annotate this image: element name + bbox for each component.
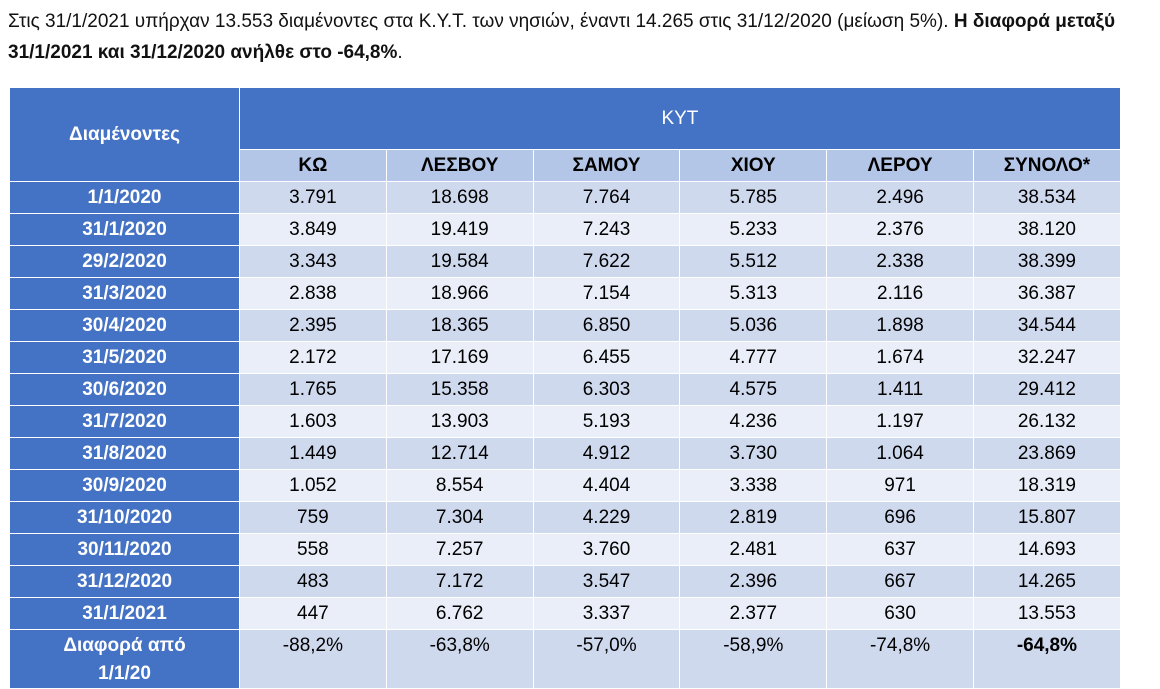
table-cell: 5.233 [680,214,827,246]
table-cell: 4.404 [533,470,680,502]
table-cell: 32.247 [973,342,1120,374]
table-cell: 558 [240,534,387,566]
table-cell: 29.412 [973,374,1120,406]
row-date: 31/8/2020 [10,438,240,470]
table-row [10,310,1121,342]
table-cell: 7.304 [386,502,533,534]
table-cell: 26.132 [973,406,1120,438]
table-cell: 18.698 [386,182,533,214]
difference-label-line1: Διαφορά από [63,635,186,656]
row-date: 1/1/2020 [10,182,240,214]
table-cell: 637 [827,534,974,566]
table-cell: 2.819 [680,502,827,534]
difference-cell: -57,0% [533,630,680,689]
table-cell: 6.850 [533,310,680,342]
table-cell: 1.052 [240,470,387,502]
table-cell: 13.553 [973,598,1120,630]
table-cell: 17.169 [386,342,533,374]
table-row [10,214,1121,246]
intro-tail: . [397,42,403,63]
table-cell: 3.849 [240,214,387,246]
table-cell: 2.376 [827,214,974,246]
table-cell: 6.762 [386,598,533,630]
table-cell: 5.512 [680,246,827,278]
table-cell: 4.575 [680,374,827,406]
intro-text: Στις 31/1/2021 υπήρχαν 13.553 διαμένοντες στα Κ.Υ.Τ. των νησιών, έναντι 14.265 στις 31/12/2020 (μείωση 5%). [8,11,949,32]
table-cell: 18.365 [386,310,533,342]
row-date: 31/12/2020 [10,566,240,598]
table-cell: 630 [827,598,974,630]
corner-header: Διαμένοντες [10,88,240,182]
table-row [10,438,1121,470]
row-date: 30/11/2020 [10,534,240,566]
table-row [10,502,1121,534]
table-cell: 3.791 [240,182,387,214]
table-row [10,470,1121,502]
residents-table-container [9,87,1120,684]
table-row [10,342,1121,374]
column-header: ΚΩ [240,150,387,182]
table-row [10,406,1121,438]
table-cell: 2.395 [240,310,387,342]
table-cell: 2.838 [240,278,387,310]
table-cell: 6.303 [533,374,680,406]
table-cell: 971 [827,470,974,502]
table-cell: 2.172 [240,342,387,374]
residents-table [9,87,1121,689]
difference-cell: -74,8% [827,630,974,689]
table-row [10,246,1121,278]
table-cell: 36.387 [973,278,1120,310]
table-cell: 483 [240,566,387,598]
intro-paragraph [8,6,1158,68]
difference-cell: -58,9% [680,630,827,689]
table-cell: 2.377 [680,598,827,630]
table-row [10,598,1121,630]
intro-bold-text: Η διαφορά μεταξύ 31/1/2021 και 31/12/2020 ανήλθε στο -64,8% [8,11,1116,63]
table-cell: 7.764 [533,182,680,214]
table-cell: 2.116 [827,278,974,310]
table-cell: 3.343 [240,246,387,278]
table-cell: 3.337 [533,598,680,630]
table-cell: 1.674 [827,342,974,374]
table-cell: 1.603 [240,406,387,438]
row-date: 31/1/2020 [10,214,240,246]
table-cell: 38.534 [973,182,1120,214]
column-header: ΛΕΣΒΟΥ [386,150,533,182]
table-cell: 38.399 [973,246,1120,278]
difference-cell: -63,8% [386,630,533,689]
table-cell: 18.966 [386,278,533,310]
table-cell: 3.547 [533,566,680,598]
table-cell: 34.544 [973,310,1120,342]
table-cell: 23.869 [973,438,1120,470]
row-date: 31/3/2020 [10,278,240,310]
table-cell: 38.120 [973,214,1120,246]
table-cell: 2.481 [680,534,827,566]
table-cell: 4.777 [680,342,827,374]
group-header: ΚΥΤ [240,88,1121,150]
table-cell: 7.154 [533,278,680,310]
row-date: 31/5/2020 [10,342,240,374]
table-cell: 18.319 [973,470,1120,502]
table-cell: 4.229 [533,502,680,534]
table-cell: 3.760 [533,534,680,566]
table-body [10,182,1121,689]
column-header: ΣΥΝΟΛΟ* [973,150,1120,182]
table-cell: 6.455 [533,342,680,374]
difference-label-line2: 1/1/20 [98,663,151,684]
row-date: 30/6/2020 [10,374,240,406]
difference-label [10,630,240,689]
table-row [10,534,1121,566]
table-cell: 696 [827,502,974,534]
difference-cell: -88,2% [240,630,387,689]
table-cell: 4.912 [533,438,680,470]
table-cell: 5.785 [680,182,827,214]
table-cell: 2.396 [680,566,827,598]
table-row [10,278,1121,310]
row-date: 30/9/2020 [10,470,240,502]
column-header: ΛΕΡΟΥ [827,150,974,182]
table-cell: 13.903 [386,406,533,438]
table-cell: 1.064 [827,438,974,470]
table-cell: 14.693 [973,534,1120,566]
table-cell: 1.765 [240,374,387,406]
table-cell: 14.265 [973,566,1120,598]
column-header: ΣΑΜΟΥ [533,150,680,182]
table-cell: 759 [240,502,387,534]
table-cell: 5.036 [680,310,827,342]
table-cell: 1.449 [240,438,387,470]
table-cell: 15.358 [386,374,533,406]
table-cell: 7.257 [386,534,533,566]
table-cell: 2.338 [827,246,974,278]
row-date: 31/10/2020 [10,502,240,534]
table-row [10,182,1121,214]
row-date: 31/7/2020 [10,406,240,438]
table-cell: 2.496 [827,182,974,214]
table-cell: 12.714 [386,438,533,470]
table-cell: 7.243 [533,214,680,246]
row-date: 29/2/2020 [10,246,240,278]
table-cell: 8.554 [386,470,533,502]
table-cell: 7.172 [386,566,533,598]
table-cell: 1.197 [827,406,974,438]
table-cell: 15.807 [973,502,1120,534]
table-cell: 3.338 [680,470,827,502]
difference-row [10,630,1121,689]
table-cell: 3.730 [680,438,827,470]
row-date: 31/1/2021 [10,598,240,630]
table-row [10,566,1121,598]
difference-cell: -64,8% [973,630,1120,689]
table-cell: 19.419 [386,214,533,246]
table-cell: 667 [827,566,974,598]
table-cell: 5.193 [533,406,680,438]
column-header: ΧΙΟΥ [680,150,827,182]
row-date: 30/4/2020 [10,310,240,342]
table-cell: 5.313 [680,278,827,310]
table-cell: 447 [240,598,387,630]
table-cell: 1.411 [827,374,974,406]
table-cell: 7.622 [533,246,680,278]
table-cell: 19.584 [386,246,533,278]
table-cell: 1.898 [827,310,974,342]
table-row [10,374,1121,406]
table-cell: 4.236 [680,406,827,438]
